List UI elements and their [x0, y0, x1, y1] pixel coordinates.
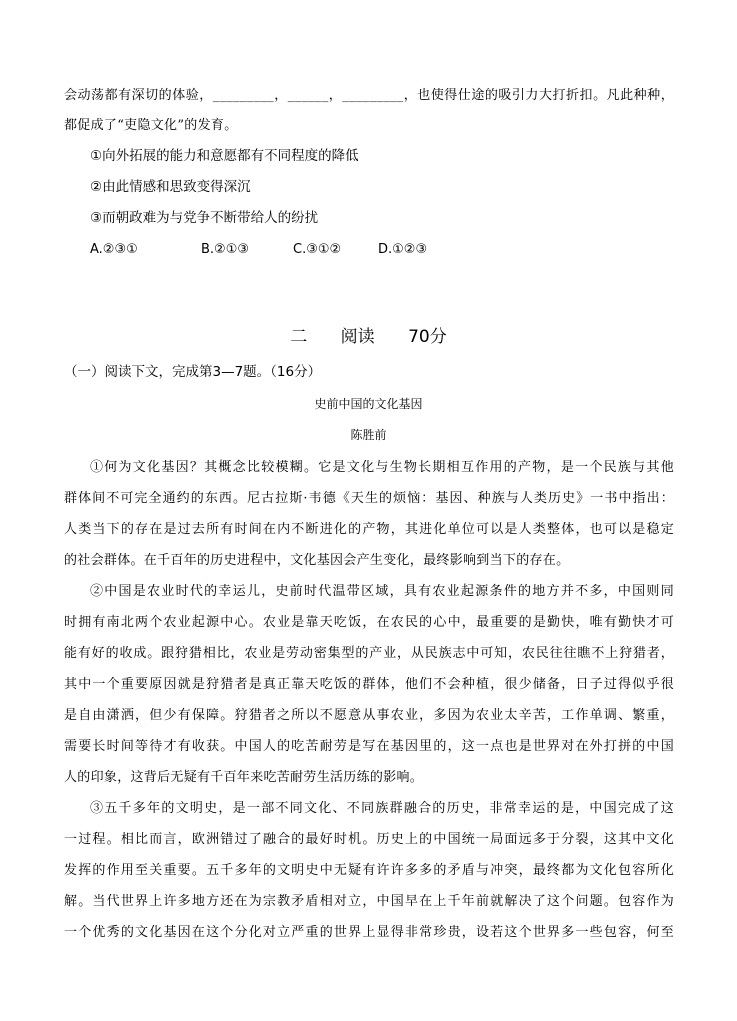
article-line: 时拥有南北两个农业起源中心。农业是靠天吃饭，在农民的心中，最重要的是勤快，唯有勤快才可 [64, 615, 674, 630]
option-3: ③而朝政难为与党争不断带给人的纷扰 [90, 210, 319, 226]
article-line: 人类当下的存在是过去所有时间在内不断进化的产物，其进化单位可以是人类整体，也可以是稳定 [64, 522, 674, 537]
option-1: ①向外拓展的能力和意愿都有不同程度的降低 [90, 148, 359, 164]
article-line: 一过程。相比而言，欧洲错过了融合的最好时机。历史上的中国统一局面远多于分裂，这其中文化 [64, 832, 674, 847]
top-paragraph-line-1: 会动荡都有深切的体验，_________，______，_________，也使得仕途的吸引力大打折扣。凡此种种， [64, 88, 674, 103]
choice-b: B.②①③ [201, 242, 250, 257]
article-line: 需要长时间等待才有收获。中国人的吃苦耐劳是写在基因里的，这一点也是世界对在外打拼的中国 [64, 739, 674, 754]
article-line: ②中国是农业时代的幸运儿，史前时代温带区域，具有农业起源条件的地方并不多，中国则同 [90, 584, 674, 599]
choice-c: C.③①② [293, 242, 342, 257]
question-instruction: （一）阅读下文，完成第3—7题。（16分） [64, 364, 322, 380]
article-line: 一个优秀的文化基因在这个分化对立严重的世界上显得非常珍贵，设若这个世界多一些包容，何至 [64, 925, 674, 940]
article-line: 能有好的收成。跟狩猎相比，农业是劳动密集型的产业，从民族志中可知，农民往往瞧不上狩猎者， [64, 646, 674, 661]
article-line: ③五千多年的文明史，是一部不同文化、不同族群融合的历史，非常幸运的是，中国完成了这 [90, 801, 674, 816]
article-line: 发挥的作用至关重要。五千多年的文明史中无疑有许许多多的矛盾与冲突，最终都为文化包容所化 [64, 863, 674, 878]
article-line: 的社会群体。在千百年的历史进程中，文化基因会产生变化，最终影响到当下的存在。 [64, 553, 570, 568]
article-line: 解。当代世界上许多地方还在为宗教矛盾相对立，中国早在上千年前就解决了这个问题。包容作为 [64, 894, 674, 909]
article-line: ①何为文化基因？其概念比较模糊。它是文化与生物长期相互作用的产物，是一个民族与其他 [90, 460, 674, 475]
option-2: ②由此情感和思致变得深沉 [90, 179, 251, 195]
article-line: 是自由潇洒，但少有保障。狩猎者之所以不愿意从事农业，多因为农业太辛苦，工作单调、繁重， [64, 708, 674, 723]
article-line: 其中一个重要原因就是狩猎者是真正靠天吃饭的群体，他们不会种植，很少储备，日子过得似乎很 [64, 677, 674, 692]
article-line: 人的印象，这背后无疑有千百年来吃苦耐劳生活历练的影响。 [64, 770, 424, 785]
top-paragraph-line-2: 都促成了“吏隐文化”的发育。 [64, 118, 238, 133]
choice-d: D.①②③ [378, 242, 428, 257]
article-author: 陈胜前 [350, 428, 387, 442]
choice-a: A.②③① [90, 242, 138, 257]
article-title: 史前中国的文化基因 [314, 397, 423, 411]
section-heading: 二 阅读 70分 [290, 327, 447, 347]
article-line: 群体间不可完全通约的东西。尼古拉斯·韦德《天生的烦恼：基因、种族与人类历史》一书中指出： [64, 491, 674, 506]
